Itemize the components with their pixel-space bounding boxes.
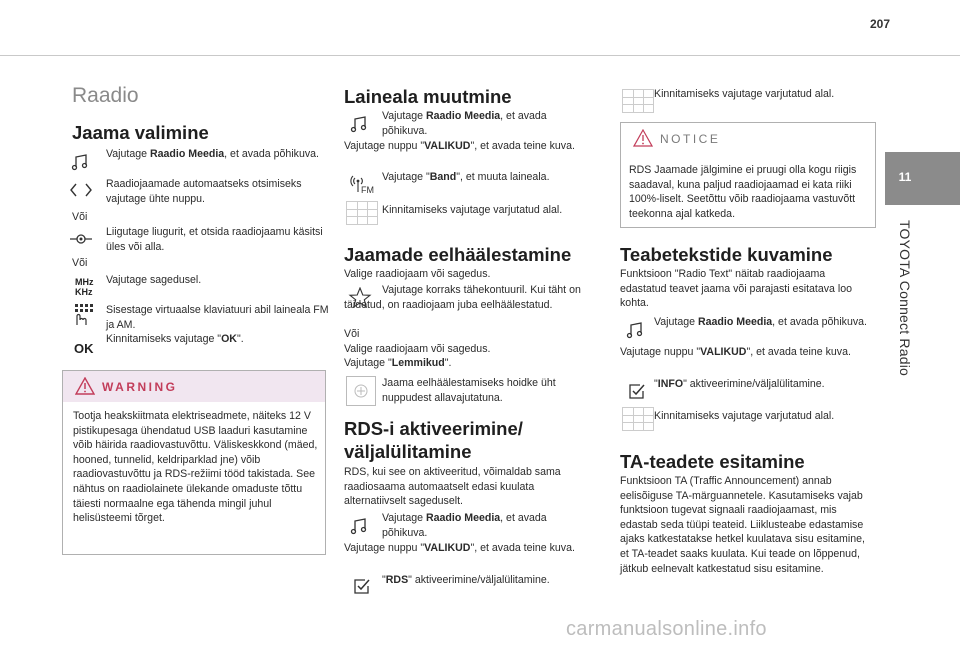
notice-text: RDS Jaamade jälgimine ei pruugi olla kogu riigis saadaval, kuna paljud raadiojaamad ei kata riiki 100%-liselt. Seetõttu võib raadiojaama vastuvõtt teekonna ajal katkeda. xyxy=(629,164,857,220)
music-note-icon xyxy=(349,114,371,134)
paragraph: Vajutage "Band", et muuta laineala. xyxy=(382,171,550,183)
music-note-icon xyxy=(349,516,371,536)
heading-presets: Jaamade eelhäälestamine xyxy=(344,244,572,265)
paragraph: Vajutage sagedusel. xyxy=(106,274,202,286)
paragraph: Raadiojaamade automaatseks otsimiseks vajutage ühte nuppu. xyxy=(106,178,302,205)
paragraph: Kinnitamiseks vajutage varjutatud alal. xyxy=(654,410,835,422)
paragraph: Vajutage Raadio Meedia, et avada põhikuva. xyxy=(654,316,867,328)
shaded-area-icon xyxy=(346,201,378,225)
ok-icon: OK xyxy=(74,341,94,356)
chapter-title: TOYOTA Connect Radio xyxy=(897,220,913,376)
paragraph: Vajutage Raadio Meedia, et avada põhikuva. xyxy=(382,110,547,137)
top-divider xyxy=(0,55,960,56)
chapter-number: 11 xyxy=(898,170,912,184)
paragraph: Vajutage Raadio Meedia, et avada põhikuva. xyxy=(106,148,319,160)
paragraph: Valige raadiojaam või sagedus. xyxy=(344,268,491,280)
heading-band-change: Laineala muutmine xyxy=(344,86,512,107)
or-text: Või xyxy=(344,328,360,340)
paragraph: Funktsioon "Radio Text" näitab raadiojaama edastatud teavet jaama või parajasti esitatava loo kohta. xyxy=(620,268,853,310)
or-text: Või xyxy=(72,211,88,223)
paragraph: Funktsioon TA (Traffic Announcement) annab eelisõiguse TA-märguannetele. Kasutamiseks vajab funktsioon tugevat signaali raadiojaamast, mis edastab seda tüüpi teateid. Liiklusteabe edastamise ajaks katkestatakse hetkel kuulatava sisu esitamine, et TA-teadet saaks kuulata. Kui teade on lõppenud, jätkub eelnevalt katkestatud sisu esitamine. xyxy=(620,475,865,575)
heading-rds-line1: RDS-i aktiveerimine/ xyxy=(344,418,523,439)
paragraph: Vajutage "Lemmikud". xyxy=(344,357,452,369)
paragraph: "INFO" aktiveerimine/väljalülitamine. xyxy=(654,378,825,390)
notice-title: NOTICE xyxy=(660,132,721,146)
paragraph: Vajutage Raadio Meedia, et avada põhikuva. xyxy=(382,512,547,539)
page-number: 207 xyxy=(870,17,891,31)
radio-band-icon xyxy=(350,172,374,194)
frequency-icon: MHz KHz xyxy=(75,277,94,297)
heading-radio-text: Teabetekstide kuvamine xyxy=(620,244,833,265)
checkbox-icon xyxy=(351,576,373,596)
shaded-area-icon xyxy=(622,89,654,113)
warning-box xyxy=(62,370,326,555)
paragraph: Vajutage nuppu "VALIKUD", et avada teine kuva. xyxy=(344,542,575,554)
music-note-icon xyxy=(625,320,647,340)
paragraph: Vajutage nuppu "VALIKUD", et avada teine kuva. xyxy=(620,346,851,358)
notice-box xyxy=(620,122,876,228)
or-text: Või xyxy=(72,257,88,269)
watermark: carmanualsonline.info xyxy=(566,618,767,640)
notice-triangle-icon xyxy=(633,129,653,147)
paragraph: Valige raadiojaam või sagedus. xyxy=(344,343,491,355)
paragraph: Kinnitamiseks vajutage "OK". xyxy=(106,333,244,345)
paragraph: Jaama eelhäälestamiseks hoidke üht nuppudest allavajutatuna. xyxy=(382,377,556,404)
chevron-left-right-icon xyxy=(70,180,92,200)
chapter-tab[interactable] xyxy=(885,152,960,205)
paragraph: Vajutage korraks tähekontuuril. Kui täht on täidetud, on raadiojaam juba eelhäälestatud. xyxy=(344,284,581,311)
heading-ta: TA-teadete esitamine xyxy=(620,451,805,472)
paragraph: Sisestage virtuaalse klaviatuuri abil laineala FM ja AM. xyxy=(106,304,329,331)
checkbox-icon xyxy=(626,381,648,401)
warning-text: Tootja heakskiitmata elektriseadmete, näiteks 12 V pistikupesaga ühendatud USB laaduri kasutamine võib häirida raadiovastuvõttu. Väliskeskkond (mäed, hooned, tunnelid, keldriparklad jne) võib raadiovastuvõttu ja RDS-režiimi tööd takistada. See nähtus on raadiolainete ülekande omaduste tõttu täiesti normaalne ega tähenda mingil juhul helisüsteemi tõrget. xyxy=(73,410,318,525)
paragraph: Liigutage liugurit, et otsida raadiojaamu käsitsi üles või alla. xyxy=(106,226,323,253)
slider-icon xyxy=(70,229,92,249)
section-title: Raadio xyxy=(72,84,139,107)
warning-title: WARNING xyxy=(102,380,178,394)
keypad-touch-icon xyxy=(71,303,95,327)
shaded-area-icon xyxy=(622,407,654,431)
svg-text:FM: FM xyxy=(361,185,374,194)
warning-triangle-icon xyxy=(75,377,95,395)
heading-rds-line2: väljalülitamine xyxy=(344,441,472,462)
add-preset-icon xyxy=(346,376,376,406)
paragraph: Vajutage nuppu "VALIKUD", et avada teine kuva. xyxy=(344,140,575,152)
paragraph: Kinnitamiseks vajutage varjutatud alal. xyxy=(382,204,563,216)
paragraph: Kinnitamiseks vajutage varjutatud alal. xyxy=(654,88,835,100)
paragraph: RDS, kui see on aktiveeritud, võimaldab sama raadiosaama automaatselt edasi kuulata alternatiivselt sageduselt. xyxy=(344,466,561,508)
paragraph: "RDS" aktiveerimine/väljalülitamine. xyxy=(382,574,550,586)
music-note-icon xyxy=(70,152,92,172)
heading-station-selection: Jaama valimine xyxy=(72,122,209,143)
